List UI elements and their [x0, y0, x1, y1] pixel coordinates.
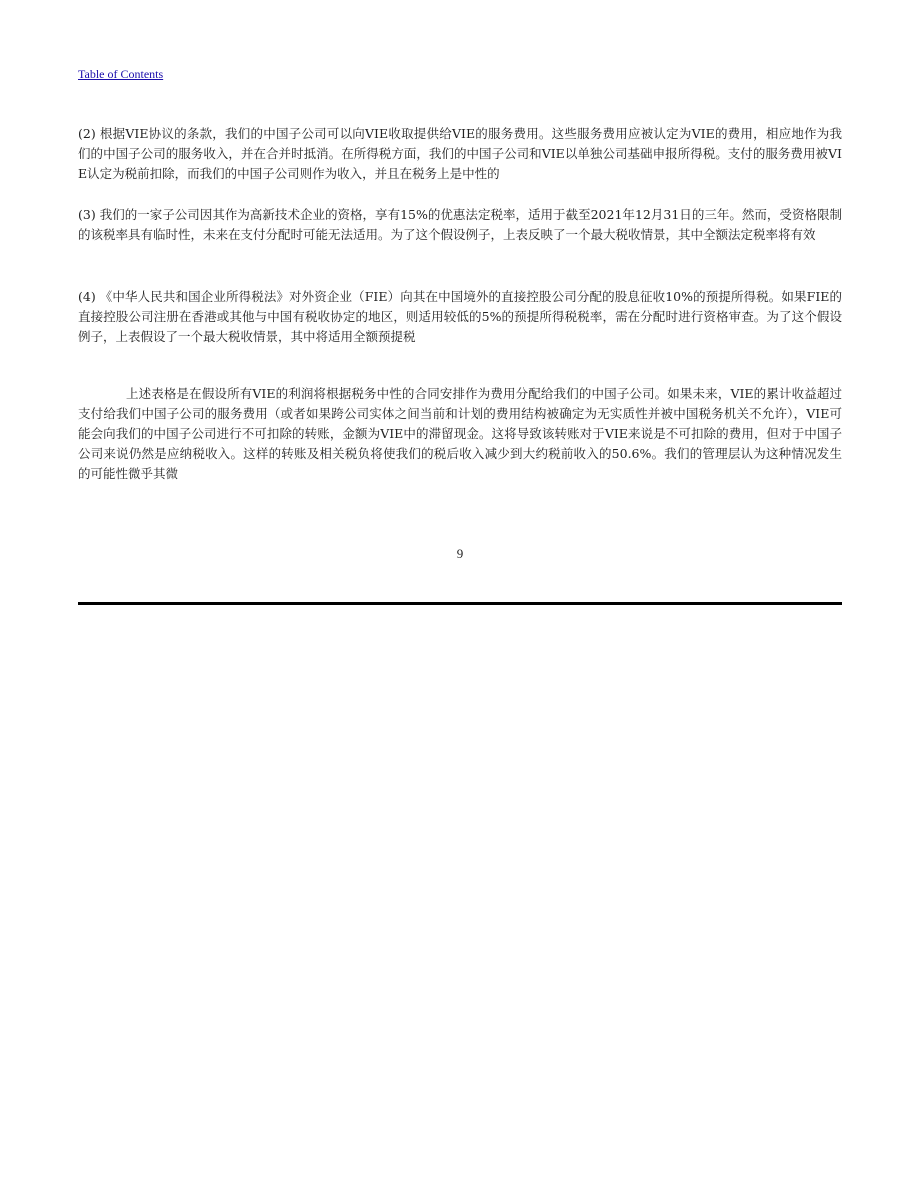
footnote-2: (2) 根据VIE协议的条款，我们的中国子公司可以向VIE收取提供给VIE的服务费用。这些服务费用应被认定为VIE的费用，相应地作为我们的中国子公司的服务收入，并在合并时抵消。在所得税方面，我们的中国子公司和VIE以单独公司基础申报所得税。支付的服务费用被VIE认定为税前扣除，而我们的中国子公司则作为收入，并且在税务上是中性的 [78, 126, 842, 181]
page-number: 9 [456, 546, 464, 561]
footnote-3: (3) 我们的一家子公司因其作为高新技术企业的资格，享有15%的优惠法定税率，适用于截至2021年12月31日的三年。然而，受资格限制的该税率具有临时性，未来在支付分配时可能无法适用。为了这个假设例子，上表反映了一个最大税收情景，其中全额法定税率将有效 [78, 207, 842, 242]
table-of-contents-link[interactable]: Table of Contents [78, 67, 164, 81]
body-paragraph: 上述表格是在假设所有VIE的利润将根据税务中性的合同安排作为费用分配给我们的中国子公司。如果未来，VIE的累计收益超过支付给我们中国子公司的服务费用（或者如果跨公司实体之间当前和计划的费用结构被确定为无实质性并被中国税务机关不允许），VIE可能会向我们的中国子公司进行不可扣除的转账，金额为VIE中的滞留现金。这将导致该转账对于VIE来说是不可扣除的费用，但对于中国子公司来说仍然是应纳税收入。这样的转账及相关税负将使我们的税后收入减少到大约税前收入的50.6%。我们的管理层认为这种情况发生的可能性微乎其微 [78, 386, 842, 481]
page-divider [78, 602, 842, 605]
footnote-4: (4) 《中华人民共和国企业所得税法》对外资企业（FIE）向其在中国境外的直接控股公司分配的股息征收10%的预提所得税。如果FIE的直接控股公司注册在香港或其他与中国有税收协定的地区，则适用较低的5%的预提所得税税率，需在分配时进行资格审查。为了这个假设例子，上表假设了一个最大税收情景，其中将适用全额预提税 [78, 289, 842, 344]
